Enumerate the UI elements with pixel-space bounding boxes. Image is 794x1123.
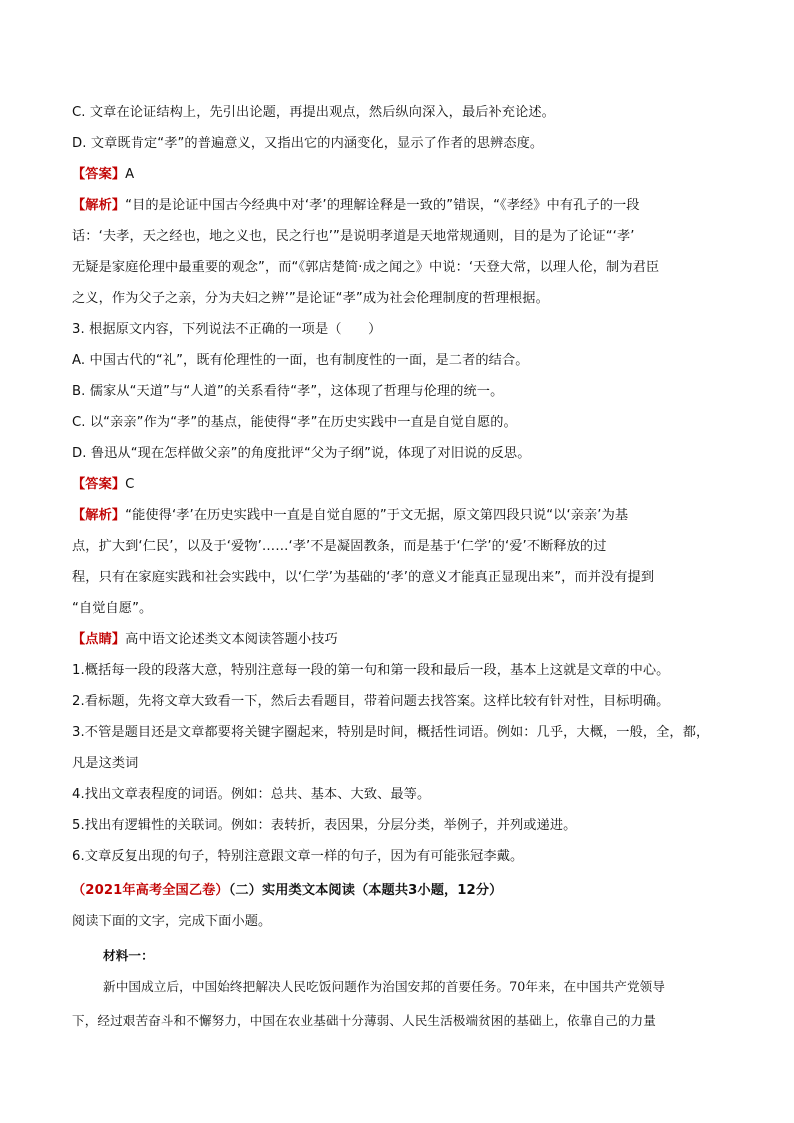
question-3-option-b: B. 儒家从“天道”与“人道”的关系看待“孝”，这体现了哲理与伦理的统一。 [72, 384, 504, 399]
analysis-1-line-1 [72, 197, 732, 215]
question-3: 3. 根据原文内容，下列说法不正确的一项是（ ） [72, 322, 382, 337]
material-line-1: 新中国成立后，中国始终把解决人民吃饭问题作为治国安邦的首要任务。70年来，在中国共产党领导 [103, 979, 666, 994]
tip-heading [72, 631, 732, 649]
tip-item-3-cont: 凡是这类词 [72, 756, 139, 771]
tip-tag: 【点睛】 [72, 632, 126, 647]
section-title: （二）实用类文本阅读（本题共3小题，12分） [228, 883, 503, 898]
tip-item-3: 3.不管是题目还是文章都要将关键字圈起来，特别是时间，概括性词语。例如：几乎，大概，一般，全，都， [72, 725, 710, 740]
analysis-text: “能使得‘孝’在历史实践中一直是自觉自愿的”于文无据，原文第四段只说“以‘亲亲’为基 [125, 508, 629, 523]
answer-value: A [125, 167, 135, 182]
analysis-1-line-2: 话：‘夫孝，天之经也，地之义也，民之行也’”是说明孝道是天地常规通则，目的是为了论证“‘孝’ [72, 229, 635, 244]
tip-item-4: 4.找出文章表程度的词语。例如：总共、基本、大致、最等。 [72, 787, 431, 802]
answer-value: C [125, 477, 135, 492]
analysis-tag: 【解析】 [72, 198, 126, 213]
tip-item-1: 1.概括每一段的段落大意，特别注意每一段的第一句和第一段和最后一段，基本上这就是文章的中心。 [72, 663, 670, 678]
tip-title: 高中语文论述类文本阅读答题小技巧 [125, 632, 338, 647]
analysis-2-line-3: 程，只有在家庭实践和社会实践中，以‘仁学’为基础的‘孝’的意义才能真正显现出来”，而并没有提到 [72, 570, 655, 585]
analysis-1-line-3: 无疑是家庭伦理中最重要的观念”，而“《郭店楚简·成之闻之》中说：‘天登大常，以理人伦，制为君臣 [72, 260, 660, 275]
tip-item-6: 6.文章反复出现的句子，特别注意跟文章一样的句子，因为有可能张冠李戴。 [72, 849, 524, 864]
analysis-tag: 【解析】 [72, 508, 126, 523]
material-line-2: 下，经过艰苦奋斗和不懈努力，中国在农业基础十分薄弱、人民生活极端贫困的基础上，依靠自己的力量 [72, 1013, 656, 1028]
material-label: 材料一： [103, 948, 154, 963]
answer-tag: 【答案】 [72, 477, 126, 492]
question-3-option-a: A. 中国古代的“礼”，既有伦理性的一面，也有制度性的一面，是二者的结合。 [72, 353, 529, 368]
analysis-2-line-4: “自觉自愿”。 [72, 601, 153, 616]
analysis-2-line-2: 点，扩大到‘仁民’，以及于‘爱物’……‘孝’不是凝固教条，而是基于‘仁学’的‘爱’不断释放的过 [72, 539, 607, 554]
instruction: 阅读下面的文字，完成下面小题。 [72, 914, 272, 929]
section-heading [72, 882, 732, 900]
answer-tag: 【答案】 [72, 167, 126, 182]
section-source: （2021年高考全国乙卷） [72, 883, 229, 898]
option-c: C. 文章在论证结构上，先引出论题，再提出观点，然后纵向深入，最后补充论述。 [72, 105, 555, 120]
tip-item-5: 5.找出有逻辑性的关联词。例如：表转折，表因果，分层分类，举例子，并列或递进。 [72, 818, 577, 833]
answer-2 [72, 476, 732, 494]
tip-item-2: 2.看标题，先将文章大致看一下，然后去看题目，带着问题去找答案。这样比较有针对性，目标明确。 [72, 694, 670, 709]
option-d: D. 文章既肯定“孝”的普遍意义，又指出它的内涵变化，显示了作者的思辨态度。 [72, 136, 544, 151]
analysis-1-line-4: 之义，作为父子之亲，分为夫妇之辨’”是论证“孝”成为社会伦理制度的哲理根据。 [72, 291, 549, 306]
answer-1 [72, 166, 732, 184]
question-3-option-d: D. 鲁迅从“现在怎样做父亲”的角度批评“父为子纲”说，体现了对旧说的反思。 [72, 446, 531, 461]
analysis-text: “目的是论证中国古今经典中对‘孝’的理解诠释是一致的”错误，“《孝经》中有孔子的一段 [125, 198, 640, 213]
question-3-option-c: C. 以“亲亲”作为“孝”的基点，能使得“孝”在历史实践中一直是自觉自愿的。 [72, 415, 517, 430]
analysis-2-line-1 [72, 507, 732, 525]
